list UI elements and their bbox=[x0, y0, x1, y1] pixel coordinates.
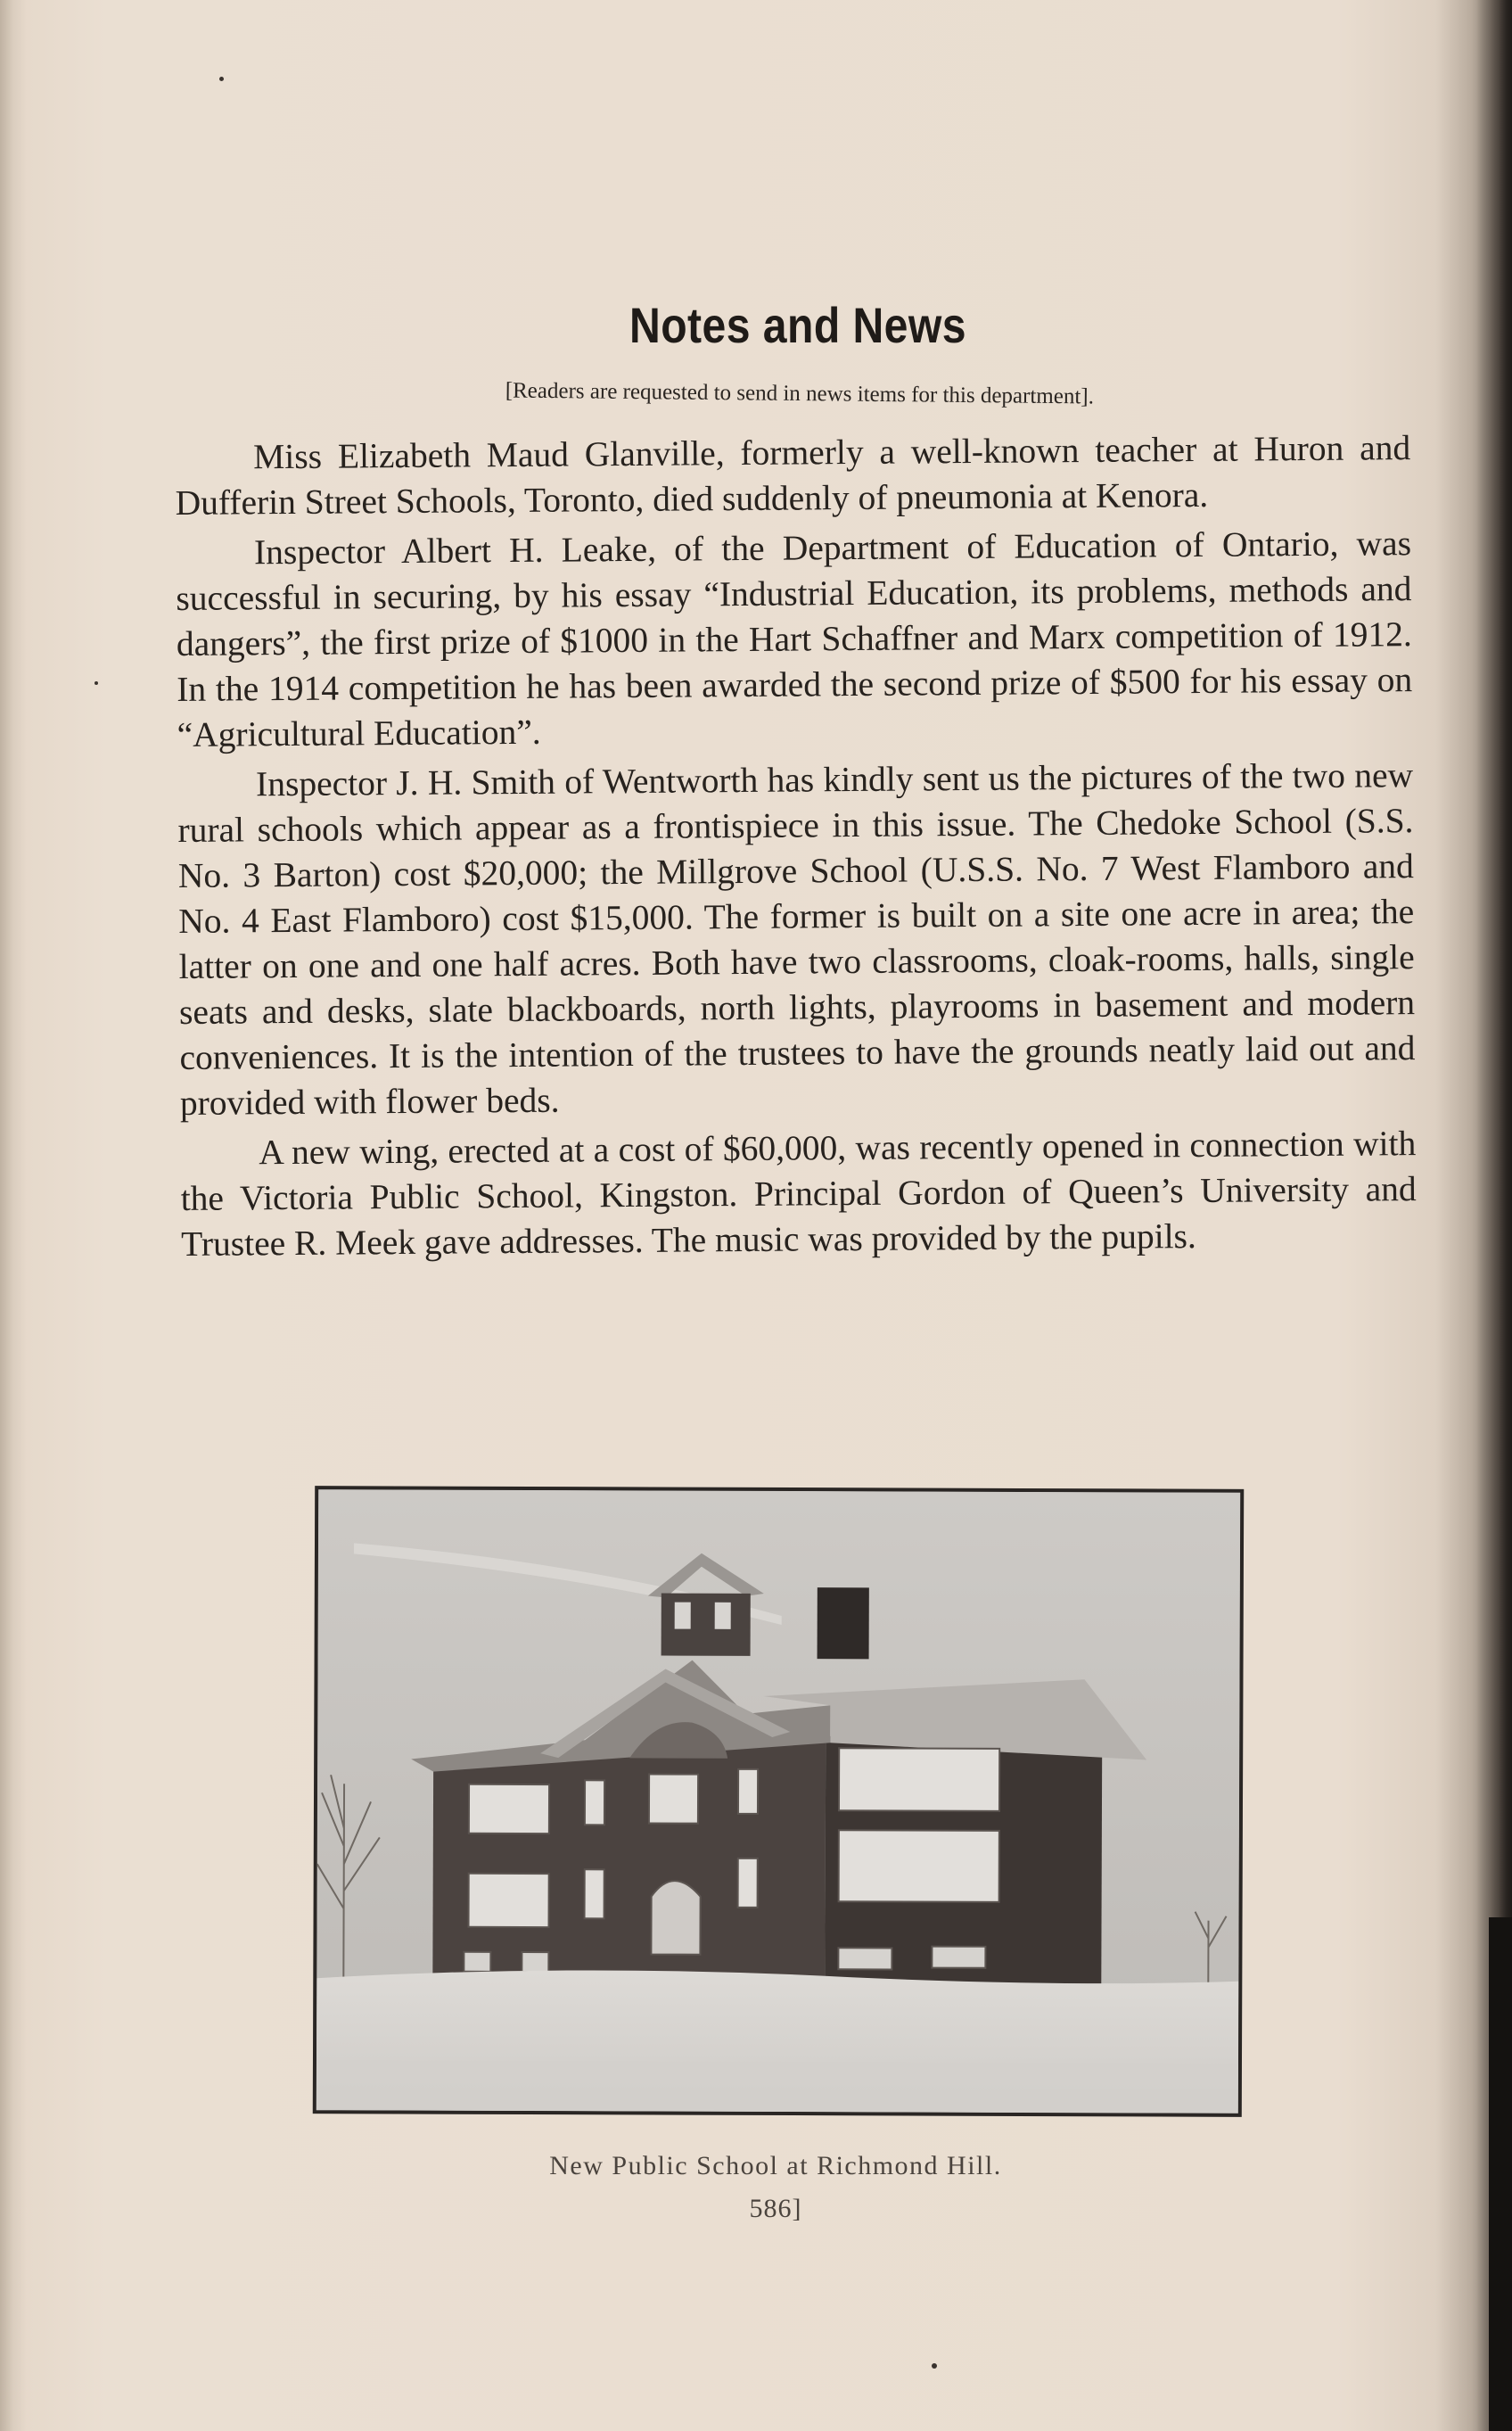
school-building-photo bbox=[313, 1486, 1244, 2117]
paragraph-leake: Inspector Albert H. Leake, of the Department of Education of Ontario, was successful in securing, by his essay “Industrial Education, its problems, methods and dangers”, the first prize of $1000 in the Hart Schaffner and Marx competition of 1912. In the 1914 competition he has been awarded the second prize of $500 for his essay on “Agricultural Education”. bbox=[176, 523, 1413, 754]
paragraph-glanville: Miss Elizabeth Maud Glanville, formerly a well-known teacher at Huron and Dufferin Street Schools, Toronto, died suddenly of pneumonia at Kenora. bbox=[175, 428, 1411, 523]
page-number: 586] bbox=[749, 2194, 802, 2223]
page-left-edge bbox=[0, 0, 12, 2431]
photo-caption: New Public School at Richmond Hill. bbox=[549, 2151, 1002, 2180]
windows-lower-right bbox=[839, 1830, 999, 1902]
school-building-illustration bbox=[316, 1489, 1240, 2114]
paper-speck bbox=[932, 2363, 937, 2369]
article-body bbox=[175, 425, 1417, 1272]
paper-speck bbox=[219, 77, 224, 81]
windows-upper-right bbox=[839, 1748, 999, 1811]
building-wall-front-left bbox=[432, 1735, 826, 1991]
paragraph-smith: Inspector J. H. Smith of Wentworth has kindly sent us the pictures of the two new rural schools which appear as a frontispiece in this issue. The Chedoke School (S.S. No. 3 Barton) cost $20,000; the Millgrove School (U.S.S. No. 7 West Flamboro and No. 4 East Flamboro) cost $15,000. The former is built on a site one acre in area; the latter on one and one half acres. Both have two classrooms, cloak-rooms, halls, single seats and desks, slate blackboards, north lights, playrooms in basement and modern conveniences. It is the intention of the trustees to have the grounds neatly laid out and provided with flower beds. bbox=[177, 755, 1416, 1123]
paragraph-victoria-school: A new wing, erected at a cost of $60,000, was recently opened in connection with the Victoria Public School, Kingston. Principal Gordon of Queen’s University and Trustee R. Meek gave addresses. The music was provided by the pupils. bbox=[180, 1124, 1417, 1264]
page-title: Notes and News bbox=[629, 297, 967, 353]
entrance-door bbox=[651, 1881, 700, 1955]
photo-bottom-shade bbox=[316, 2060, 1238, 2114]
paper-speck bbox=[94, 681, 98, 685]
page-subtitle: [Readers are requested to send in news items for this department]. bbox=[505, 378, 1095, 409]
belfry bbox=[662, 1594, 751, 1656]
chimney bbox=[818, 1587, 869, 1659]
